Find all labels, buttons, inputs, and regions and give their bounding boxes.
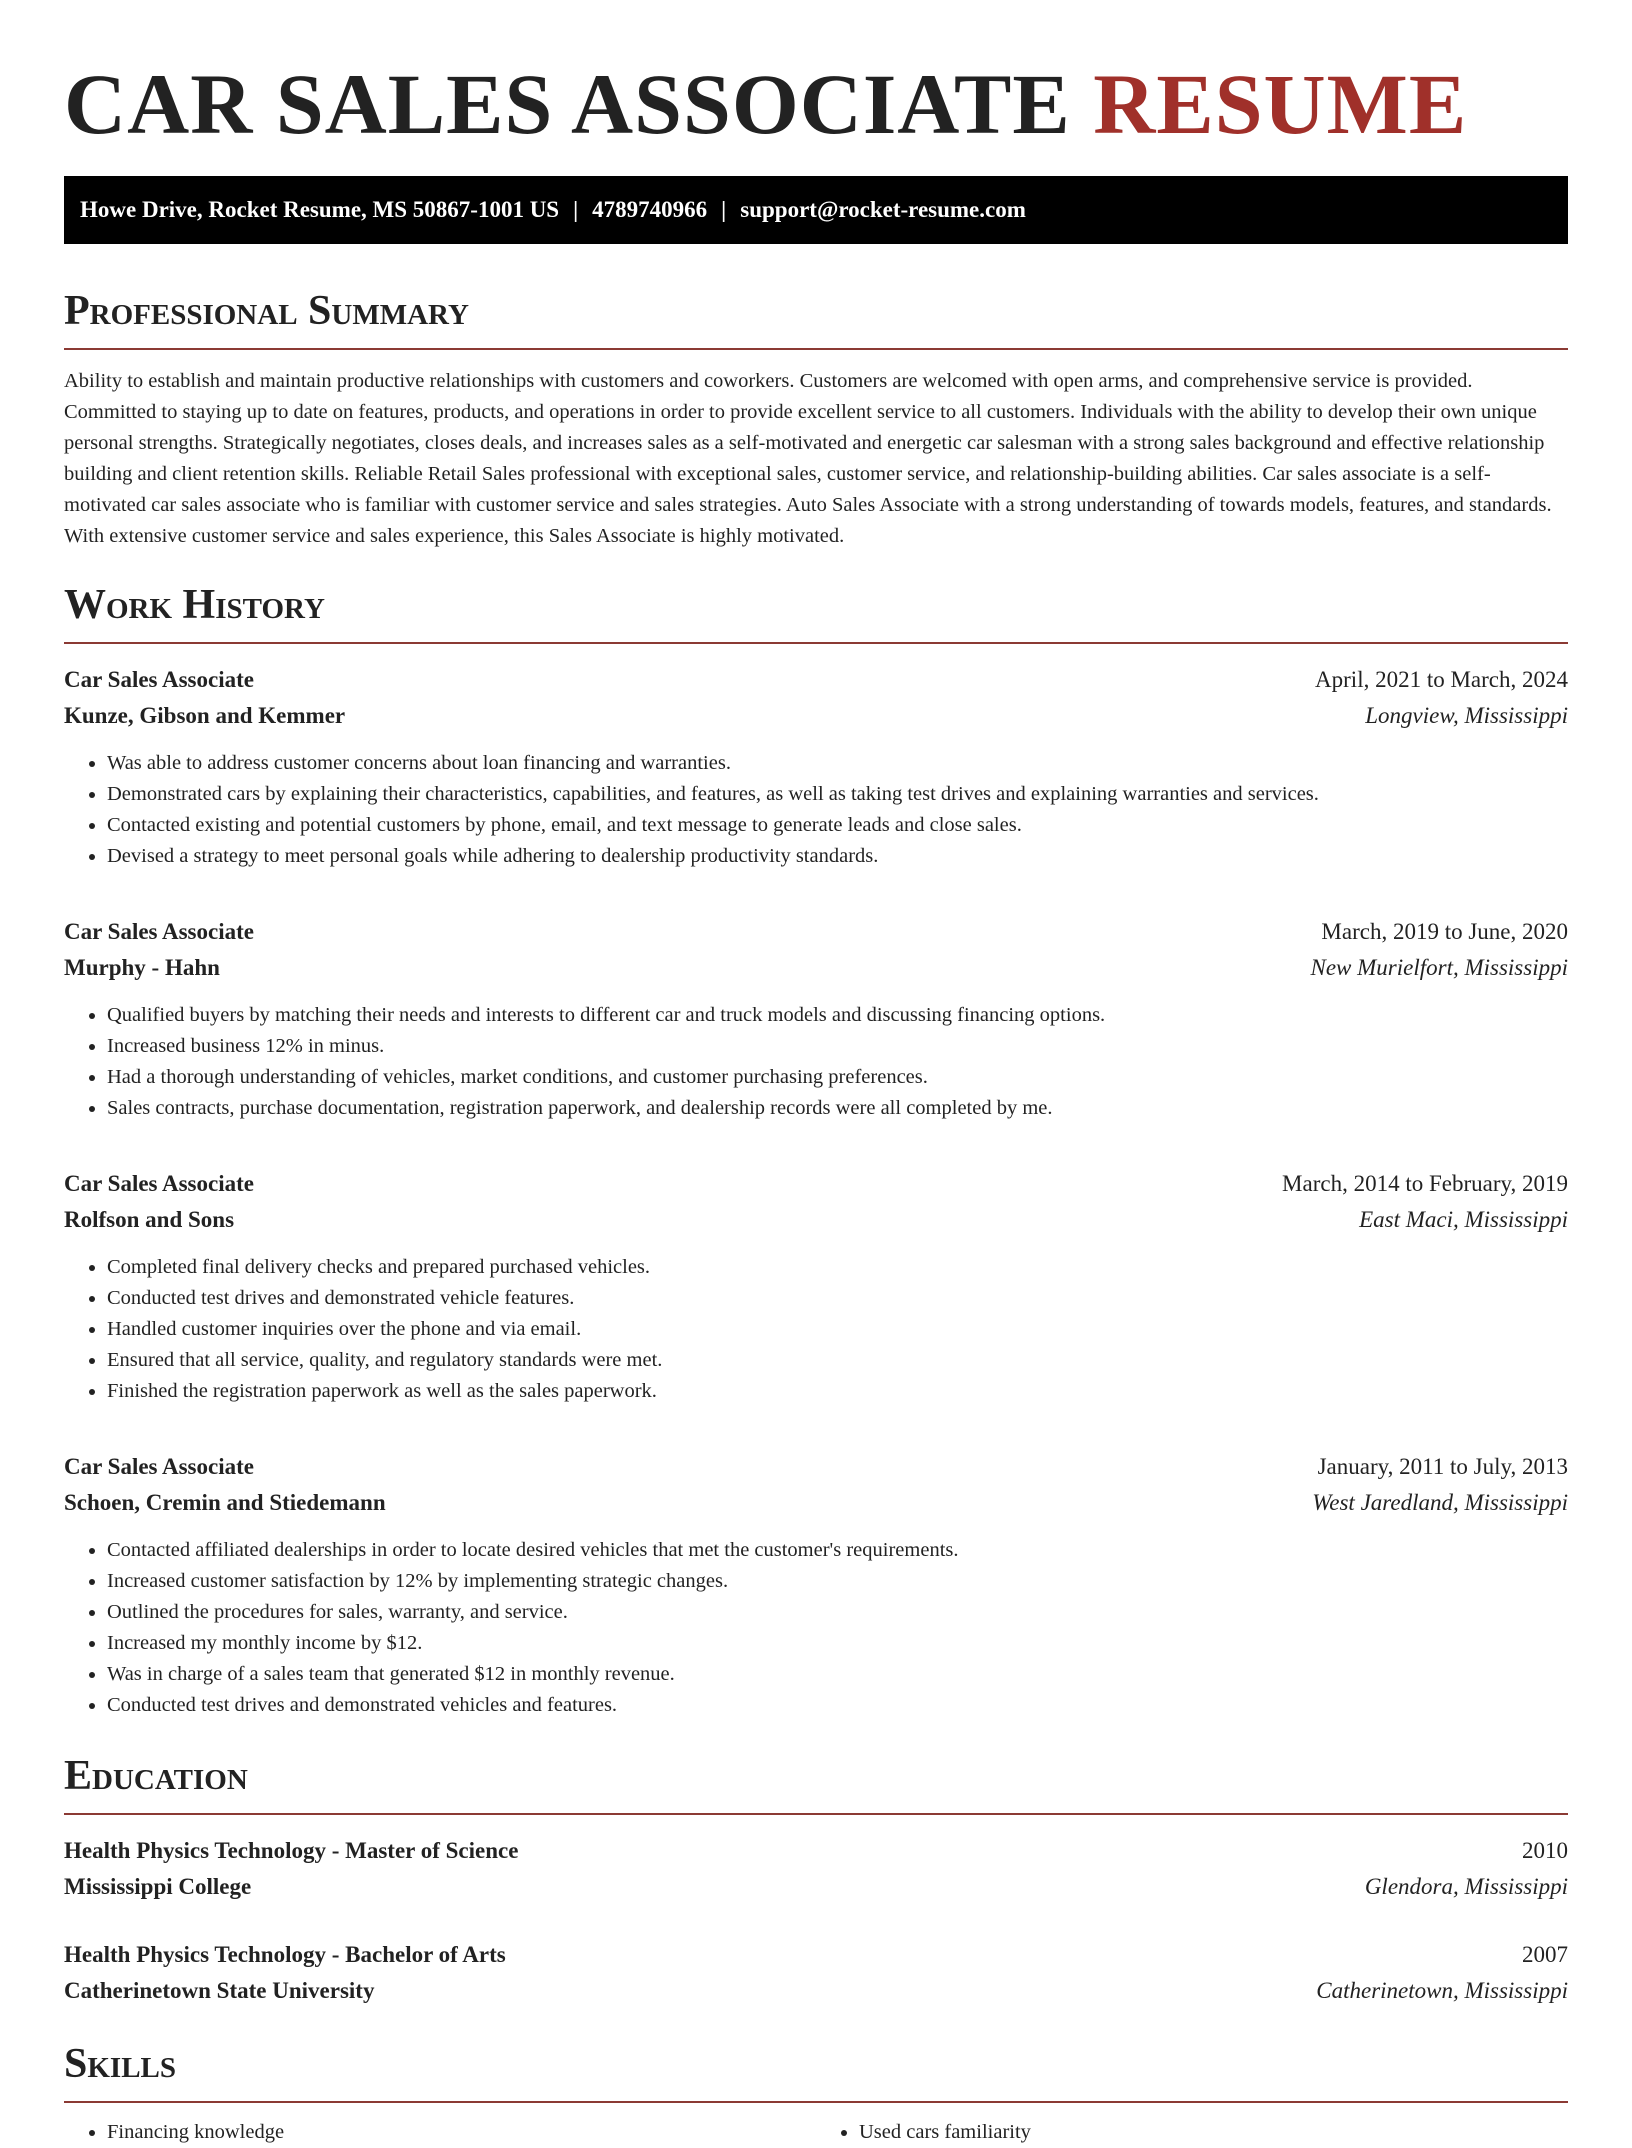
education-degree: Health Physics Technology - Bachelor of Arts — [64, 1942, 506, 1967]
education-school-row — [64, 1869, 1568, 1905]
job-entry — [64, 914, 1568, 1124]
summary-heading: Professional Summary — [64, 286, 1568, 350]
job-dates: March, 2014 to February, 2019 — [1282, 1171, 1568, 1196]
skills-list — [64, 2117, 1568, 2148]
job-company-row — [64, 698, 1568, 734]
education-school: Catherinetown State University — [64, 1978, 375, 2003]
resume-title — [64, 56, 1568, 152]
job-company-row — [64, 1485, 1568, 1521]
job-company-row — [64, 950, 1568, 986]
job-company-row — [64, 1202, 1568, 1238]
job-location: New Murielfort, Mississippi — [1310, 955, 1568, 980]
job-title: Car Sales Associate — [64, 1171, 254, 1196]
job-bullet: • Increased my monthly income by $12. — [107, 1628, 1568, 1659]
skills-heading: Skills — [64, 2039, 1568, 2103]
skill-item: • Financing knowledge — [107, 2117, 816, 2148]
job-company: Murphy - Hahn — [64, 955, 220, 980]
contact-separator: | — [573, 197, 579, 222]
job-bullet: • Demonstrated cars by explaining their characteristics, capabilities, and features, as well as taking test drives and explaining warranties and services. — [107, 779, 1568, 810]
resume-page — [64, 0, 1568, 2148]
job-bullet: • Increased business 12% in minus. — [107, 1031, 1568, 1062]
contact-address: Howe Drive, Rocket Resume, MS 50867-1001 US — [80, 197, 560, 222]
education-entry — [64, 1937, 1568, 2009]
job-entry — [64, 662, 1568, 872]
education-school: Mississippi College — [64, 1874, 252, 1899]
title-main: CAR SALES ASSOCIATE — [64, 56, 1071, 152]
job-location: Longview, Mississippi — [1365, 703, 1568, 728]
job-bullet: • Conducted test drives and demonstrated vehicles and features. — [107, 1690, 1568, 1721]
job-title-row — [64, 1166, 1568, 1202]
contact-phone: 4789740966 — [592, 197, 708, 222]
job-bullets — [64, 1535, 1568, 1721]
job-company: Rolfson and Sons — [64, 1207, 235, 1232]
contact-bar — [64, 176, 1568, 244]
education-year: 2007 — [1522, 1942, 1568, 1967]
job-entry — [64, 1166, 1568, 1407]
job-title: Car Sales Associate — [64, 919, 254, 944]
contact-separator: | — [721, 197, 727, 222]
job-dates: March, 2019 to June, 2020 — [1321, 919, 1568, 944]
contact-email: support@rocket-resume.com — [740, 197, 1026, 222]
education-year: 2010 — [1522, 1838, 1568, 1863]
job-bullet: • Handled customer inquiries over the phone and via email. — [107, 1314, 1568, 1345]
job-company: Kunze, Gibson and Kemmer — [64, 703, 346, 728]
job-location: East Maci, Mississippi — [1359, 1207, 1568, 1232]
job-bullet: • Outlined the procedures for sales, warranty, and service. — [107, 1597, 1568, 1628]
job-bullet: • Qualified buyers by matching their needs and interests to different car and truck models and discussing financing options. — [107, 1000, 1568, 1031]
job-title-row — [64, 914, 1568, 950]
skills-column-right — [816, 2117, 1568, 2148]
job-entry — [64, 1449, 1568, 1721]
job-dates: January, 2011 to July, 2013 — [1317, 1454, 1568, 1479]
job-bullet: • Sales contracts, purchase documentation, registration paperwork, and dealership records were all completed by me. — [107, 1093, 1568, 1124]
education-degree: Health Physics Technology - Master of Science — [64, 1838, 519, 1863]
job-dates: April, 2021 to March, 2024 — [1315, 667, 1568, 692]
job-bullets — [64, 1000, 1568, 1124]
education-entry — [64, 1833, 1568, 1905]
education-school-row — [64, 1973, 1568, 2009]
job-location: West Jaredland, Mississippi — [1312, 1490, 1568, 1515]
job-bullet: • Contacted affiliated dealerships in order to locate desired vehicles that met the customer's requirements. — [107, 1535, 1568, 1566]
job-company: Schoen, Cremin and Stiedemann — [64, 1490, 386, 1515]
job-title-row — [64, 1449, 1568, 1485]
education-degree-row — [64, 1833, 1568, 1869]
job-bullet: • Completed final delivery checks and prepared purchased vehicles. — [107, 1252, 1568, 1283]
job-title: Car Sales Associate — [64, 667, 254, 692]
job-bullet: • Had a thorough understanding of vehicles, market conditions, and customer purchasing preferences. — [107, 1062, 1568, 1093]
job-bullet: • Increased customer satisfaction by 12% by implementing strategic changes. — [107, 1566, 1568, 1597]
summary-text: Ability to establish and maintain productive relationships with customers and coworkers. Customers are welcomed with open arms, and comprehensive service is provided. Committed to staying up to date on features, products, and operations in order to provide excellent service to all customers. Individuals with the ability to develop their own unique personal strengths. Strategically negotiates, closes deals, and increases sales as a self-motivated and energetic car salesman with a strong sales background and effective relationship building and client retention skills. Reliable Retail Sales professional with exceptional sales, customer service, and relationship-building abilities. Car sales associate is a self-motivated car sales associate who is familiar with customer service and sales strategies. Auto Sales Associate with a strong understanding of towards models, features, and standards. With extensive customer service and sales experience, this Sales Associate is highly motivated. — [64, 370, 1552, 547]
job-bullet: • Conducted test drives and demonstrated vehicle features. — [107, 1283, 1568, 1314]
education-heading: Education — [64, 1751, 1568, 1815]
education-location: Catherinetown, Mississippi — [1316, 1978, 1568, 2003]
job-bullet: • Finished the registration paperwork as well as the sales paperwork. — [107, 1376, 1568, 1407]
education-location: Glendora, Mississippi — [1364, 1874, 1568, 1899]
work-history-heading: Work History — [64, 580, 1568, 644]
job-bullet: • Was in charge of a sales team that generated $12 in monthly revenue. — [107, 1659, 1568, 1690]
job-bullets — [64, 1252, 1568, 1407]
skills-column-left — [64, 2117, 816, 2148]
title-accent: RESUME — [1093, 56, 1468, 152]
job-bullets — [64, 748, 1568, 872]
job-bullet: • Was able to address customer concerns about loan financing and warranties. — [107, 748, 1568, 779]
job-bullet: • Devised a strategy to meet personal goals while adhering to dealership productivity standards. — [107, 841, 1568, 872]
job-title: Car Sales Associate — [64, 1454, 254, 1479]
education-degree-row — [64, 1937, 1568, 1973]
job-bullet: • Contacted existing and potential customers by phone, email, and text message to generate leads and close sales. — [107, 810, 1568, 841]
skill-item: • Used cars familiarity — [859, 2117, 1568, 2148]
job-bullet: • Ensured that all service, quality, and regulatory standards were met. — [107, 1345, 1568, 1376]
job-title-row — [64, 662, 1568, 698]
